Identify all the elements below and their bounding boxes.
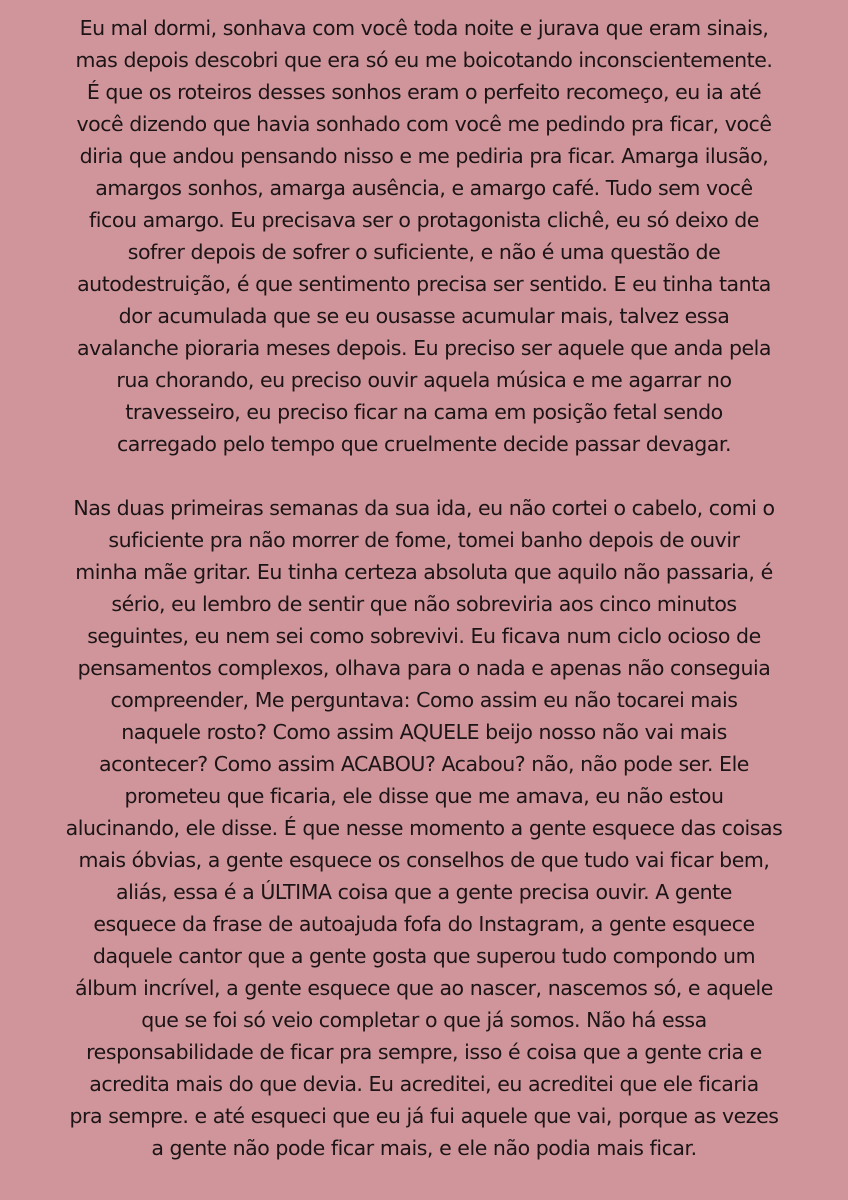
text-line: pensamentos complexos, olhava para o nada e apenas não conseguia — [77, 656, 771, 680]
paragraph-1 — [14, 12, 834, 460]
text-line: pra sempre. e até esqueci que eu já fui aquele que vai, porque as vezes — [69, 1104, 779, 1128]
text-line: acontecer? Como assim ACABOU? Acabou? não, não pode ser. Ele — [99, 752, 749, 776]
text-line: Nas duas primeiras semanas da sua ida, eu não cortei o cabelo, comi o — [73, 496, 775, 520]
text-line: sério, eu lembro de sentir que não sobreviria aos cinco minutos — [111, 592, 737, 616]
text-line: dor acumulada que se eu ousasse acumular mais, talvez essa — [118, 304, 730, 328]
text-line: carregado pelo tempo que cruelmente decide passar devagar. — [116, 432, 732, 456]
text-line: diria que andou pensando nisso e me pediria pra ficar. Amarga ilusão, — [79, 144, 769, 168]
text-line: amargos sonhos, amarga ausência, e amargo café. Tudo sem você — [95, 176, 753, 200]
text-line: você dizendo que havia sonhado com você me pedindo pra ficar, você — [76, 112, 772, 136]
text-line: prometeu que ficaria, ele disse que me amava, eu não estou — [124, 784, 724, 808]
text-line: naquele rosto? Como assim AQUELE beijo nosso não vai mais — [121, 720, 727, 744]
text-line: alucinando, ele disse. É que nesse momento a gente esquece das coisas — [65, 816, 783, 840]
paragraph-spacer — [14, 460, 834, 492]
text-line: a gente não pode ficar mais, e ele não podia mais ficar. — [151, 1136, 697, 1160]
text-line: álbum incrível, a gente esquece que ao nascer, nascemos só, e aquele — [75, 976, 773, 1000]
text-line: compreender, Me perguntava: Como assim eu não tocarei mais — [110, 688, 738, 712]
text-line: acredita mais do que devia. Eu acreditei, eu acreditei que ele ficaria — [89, 1072, 759, 1096]
paragraph-2 — [14, 492, 834, 1164]
text-line: avalanche pioraria meses depois. Eu preciso ser aquele que anda pela — [76, 336, 772, 360]
text-line: É que os roteiros desses sonhos eram o perfeito recomeço, eu ia até — [86, 80, 762, 104]
text-line: minha mãe gritar. Eu tinha certeza absoluta que aquilo não passaria, é — [75, 560, 773, 584]
text-line: que se foi só veio completar o que já somos. Não há essa — [141, 1008, 707, 1032]
text-line: mais óbvias, a gente esquece os conselhos de que tudo vai ficar bem, — [78, 848, 770, 872]
text-line: mas depois descobri que era só eu me boicotando inconscientemente. — [75, 48, 773, 72]
text-line: autodestruição, é que sentimento precisa ser sentido. E eu tinha tanta — [77, 272, 771, 296]
text-line: esquece da frase de autoajuda fofa do Instagram, a gente esquece — [93, 912, 755, 936]
text-line: seguintes, eu nem sei como sobrevivi. Eu ficava num ciclo ocioso de — [87, 624, 761, 648]
text-line: sofrer depois de sofrer o suficiente, e não é uma questão de — [127, 240, 721, 264]
text-line: Eu mal dormi, sonhava com você toda noite e jurava que eram sinais, — [79, 16, 769, 40]
text-line: daquele cantor que a gente gosta que superou tudo compondo um — [92, 944, 756, 968]
text-line: aliás, essa é a ÚLTIMA coisa que a gente precisa ouvir. A gente — [116, 880, 732, 904]
text-line: responsabilidade de ficar pra sempre, isso é coisa que a gente cria e — [86, 1040, 762, 1064]
text-line: rua chorando, eu preciso ouvir aquela música e me agarrar no — [116, 368, 732, 392]
text-line: suficiente pra não morrer de fome, tomei banho depois de ouvir — [108, 528, 740, 552]
text-line: ficou amargo. Eu precisava ser o protagonista clichê, eu só deixo de — [89, 208, 759, 232]
text-line: travesseiro, eu preciso ficar na cama em posição fetal sendo — [125, 400, 723, 424]
